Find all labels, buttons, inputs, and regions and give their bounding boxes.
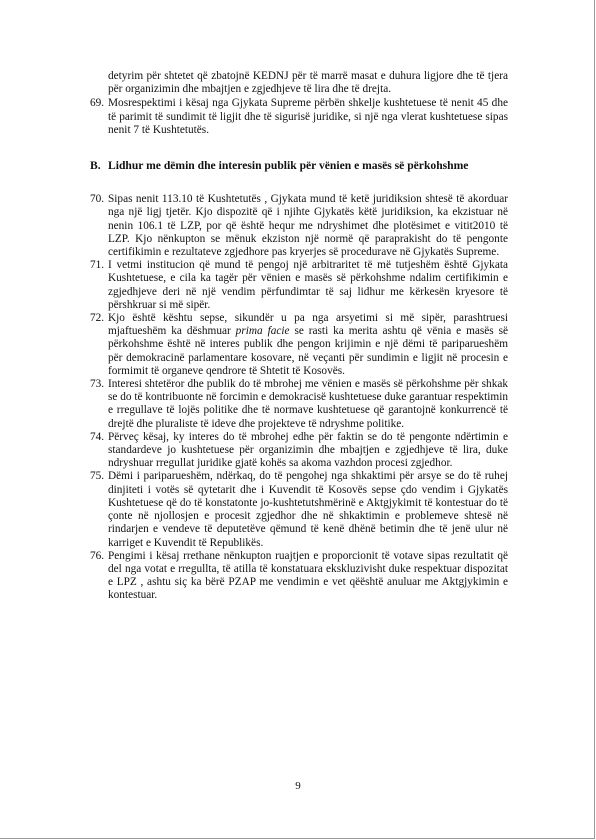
paragraph-74	[90, 431, 508, 471]
section-heading-b	[90, 159, 508, 172]
paragraph-number: 76.	[90, 549, 105, 562]
paragraph-70	[90, 193, 508, 259]
paragraph-text: Sipas nenit 113.10 të Kushtetutës , Gjykata mund të ketë juridiksion shtesë të akorduar nga një ligj tjetër. Kjo dispozitë që i njihte Gjykatës këtë juridiksion, ka ekzistuar në nenin 106.1 të LZP, por që është hequr me ndryshimet dhe plotësimet e vitit2010 të LZP. Kjo nënkupton se mënuk ekziston një normë që paraprakisht do të pengonte certifikimin e rezultateve zgjedhore pas kryerjes së procedurave në Gjykatës Supreme.	[108, 193, 508, 259]
paragraph-text: Interesi shtetëror dhe publik do të mbrohej me vënien e masës së përkohshme për shkak se do të kontribuonte në forcimin e demokracisë kushtetuese duke garantuar respektimin e rregullave të lojës politike dhe të normave kushtetuese që garantojnë konkurrencë të drejtë dhe pluraliste të ideve dhe projekteve të ndryshme politike.	[108, 378, 508, 430]
paragraph-number: 75.	[90, 470, 105, 483]
page-number: 9	[295, 780, 301, 792]
paragraph-number: 70.	[90, 193, 105, 206]
paragraph-72	[90, 312, 508, 378]
paragraph-number: 74.	[90, 430, 105, 443]
paragraph-text: Pengimi i kësaj rrethane nënkupton ruajtjen e proporcionit të votave sipas rezultatit që del nga votat e rregullta, të atilla të konstatuara ekskluzivisht duke respektuar dispozitat e LPZ , ashtu siç ka bërë PZAP me vendimin e vet qëështë anuluar me Aktgjykimin e kontestuar.	[108, 549, 508, 602]
section-letter: B.	[90, 159, 101, 173]
paragraph-text: Dëmi i pariparueshëm, ndërkaq, do të pengohej nga shkaktimi për arsye se do të ruhej dinjiteti i votës së qytetarit dhe i Kuvendit të Kosovës sepse çdo vendim i Gjykatës Kushtetuese që do të konstatonte jo-kushtetutshmërinë e Aktgjykimit të kontestuar do të çonte në njollosjen e procesit zgjedhor dhe në shkaktimin e problemeve shtesë në rindarjen e vendeve të deputetëve qëmund të kenë dhënë betimin dhe të jenë ulur në karriget e Kuvendit të Republikës.	[108, 470, 508, 549]
paragraph-text-after: se rasti ka merita ashtu që vënia e masës së përkohshme është në interes publik dhe pengon krijimin e një dëmi të pariparueshëm për demokracinë parlamentare kosovare, në veçanti për sundimin e ligjit në procesin e formimit të organeve qendrore të Shtetit të Kosovës.	[108, 325, 509, 377]
paragraph-text: Mosrespektimi i kësaj nga Gjykata Supreme përbën shkelje kushtetuese të nenit 45 dhe të parimit të sundimit të ligjit dhe të sigurisë juridike, si një nga vlerat kushtetuese sipas nenit 7 të Kushtetutës.	[108, 97, 508, 136]
paragraph-75	[90, 470, 508, 549]
paragraph-text: Përveç kësaj, ky interes do të mbrohej edhe për faktin se do të pengonte ndërtimin e standardeve jo kushtetuese për organizimin dhe mbajtjen e zgjedhjeve të lira, duke ndryshuar rregullat juridike gjatë kohës sa akoma vazhdon procesi zgjedhor.	[108, 430, 508, 470]
paragraph-text-before: Kjo është kështu sepse, sikundër u pa nga arsyetimi si më sipër, parashtruesi mjaftueshëm ka dëshmuar	[108, 312, 508, 338]
paragraph-number: 72.	[90, 312, 105, 325]
paragraph-text: I vetmi institucion që mund të pengoj një arbitraritet të më tutjeshëm është Gjykata Kushtetuese, e cila ka tagër për vënien e masës së përkohshme ndalim certifikimin e zgjedhjeve deri në një vendim përfundimtar të saj lidhur me kërkesën kryesore të përshkruar si më sipër.	[108, 259, 508, 311]
paragraph-number: 73.	[90, 378, 105, 391]
paragraph-73	[90, 378, 508, 431]
paragraph-76	[90, 550, 508, 603]
section-title: Lidhur me dëmin dhe interesin publik për vënien e masës së përkohshme	[108, 159, 469, 173]
paragraph-number: 71.	[90, 259, 105, 272]
continuation-paragraph: detyrim për shtetet që zbatojnë KEDNJ për të marrë masat e duhura ligjore dhe të tjera për organizimin dhe mbajtjen e zgjedhjeve të lira dhe të drejta.	[108, 70, 508, 96]
paragraph-69	[90, 97, 508, 137]
paragraph-71	[90, 259, 508, 312]
paragraph-number: 69.	[90, 97, 105, 110]
document-body	[90, 70, 508, 603]
latin-term: prima facie	[235, 325, 290, 338]
